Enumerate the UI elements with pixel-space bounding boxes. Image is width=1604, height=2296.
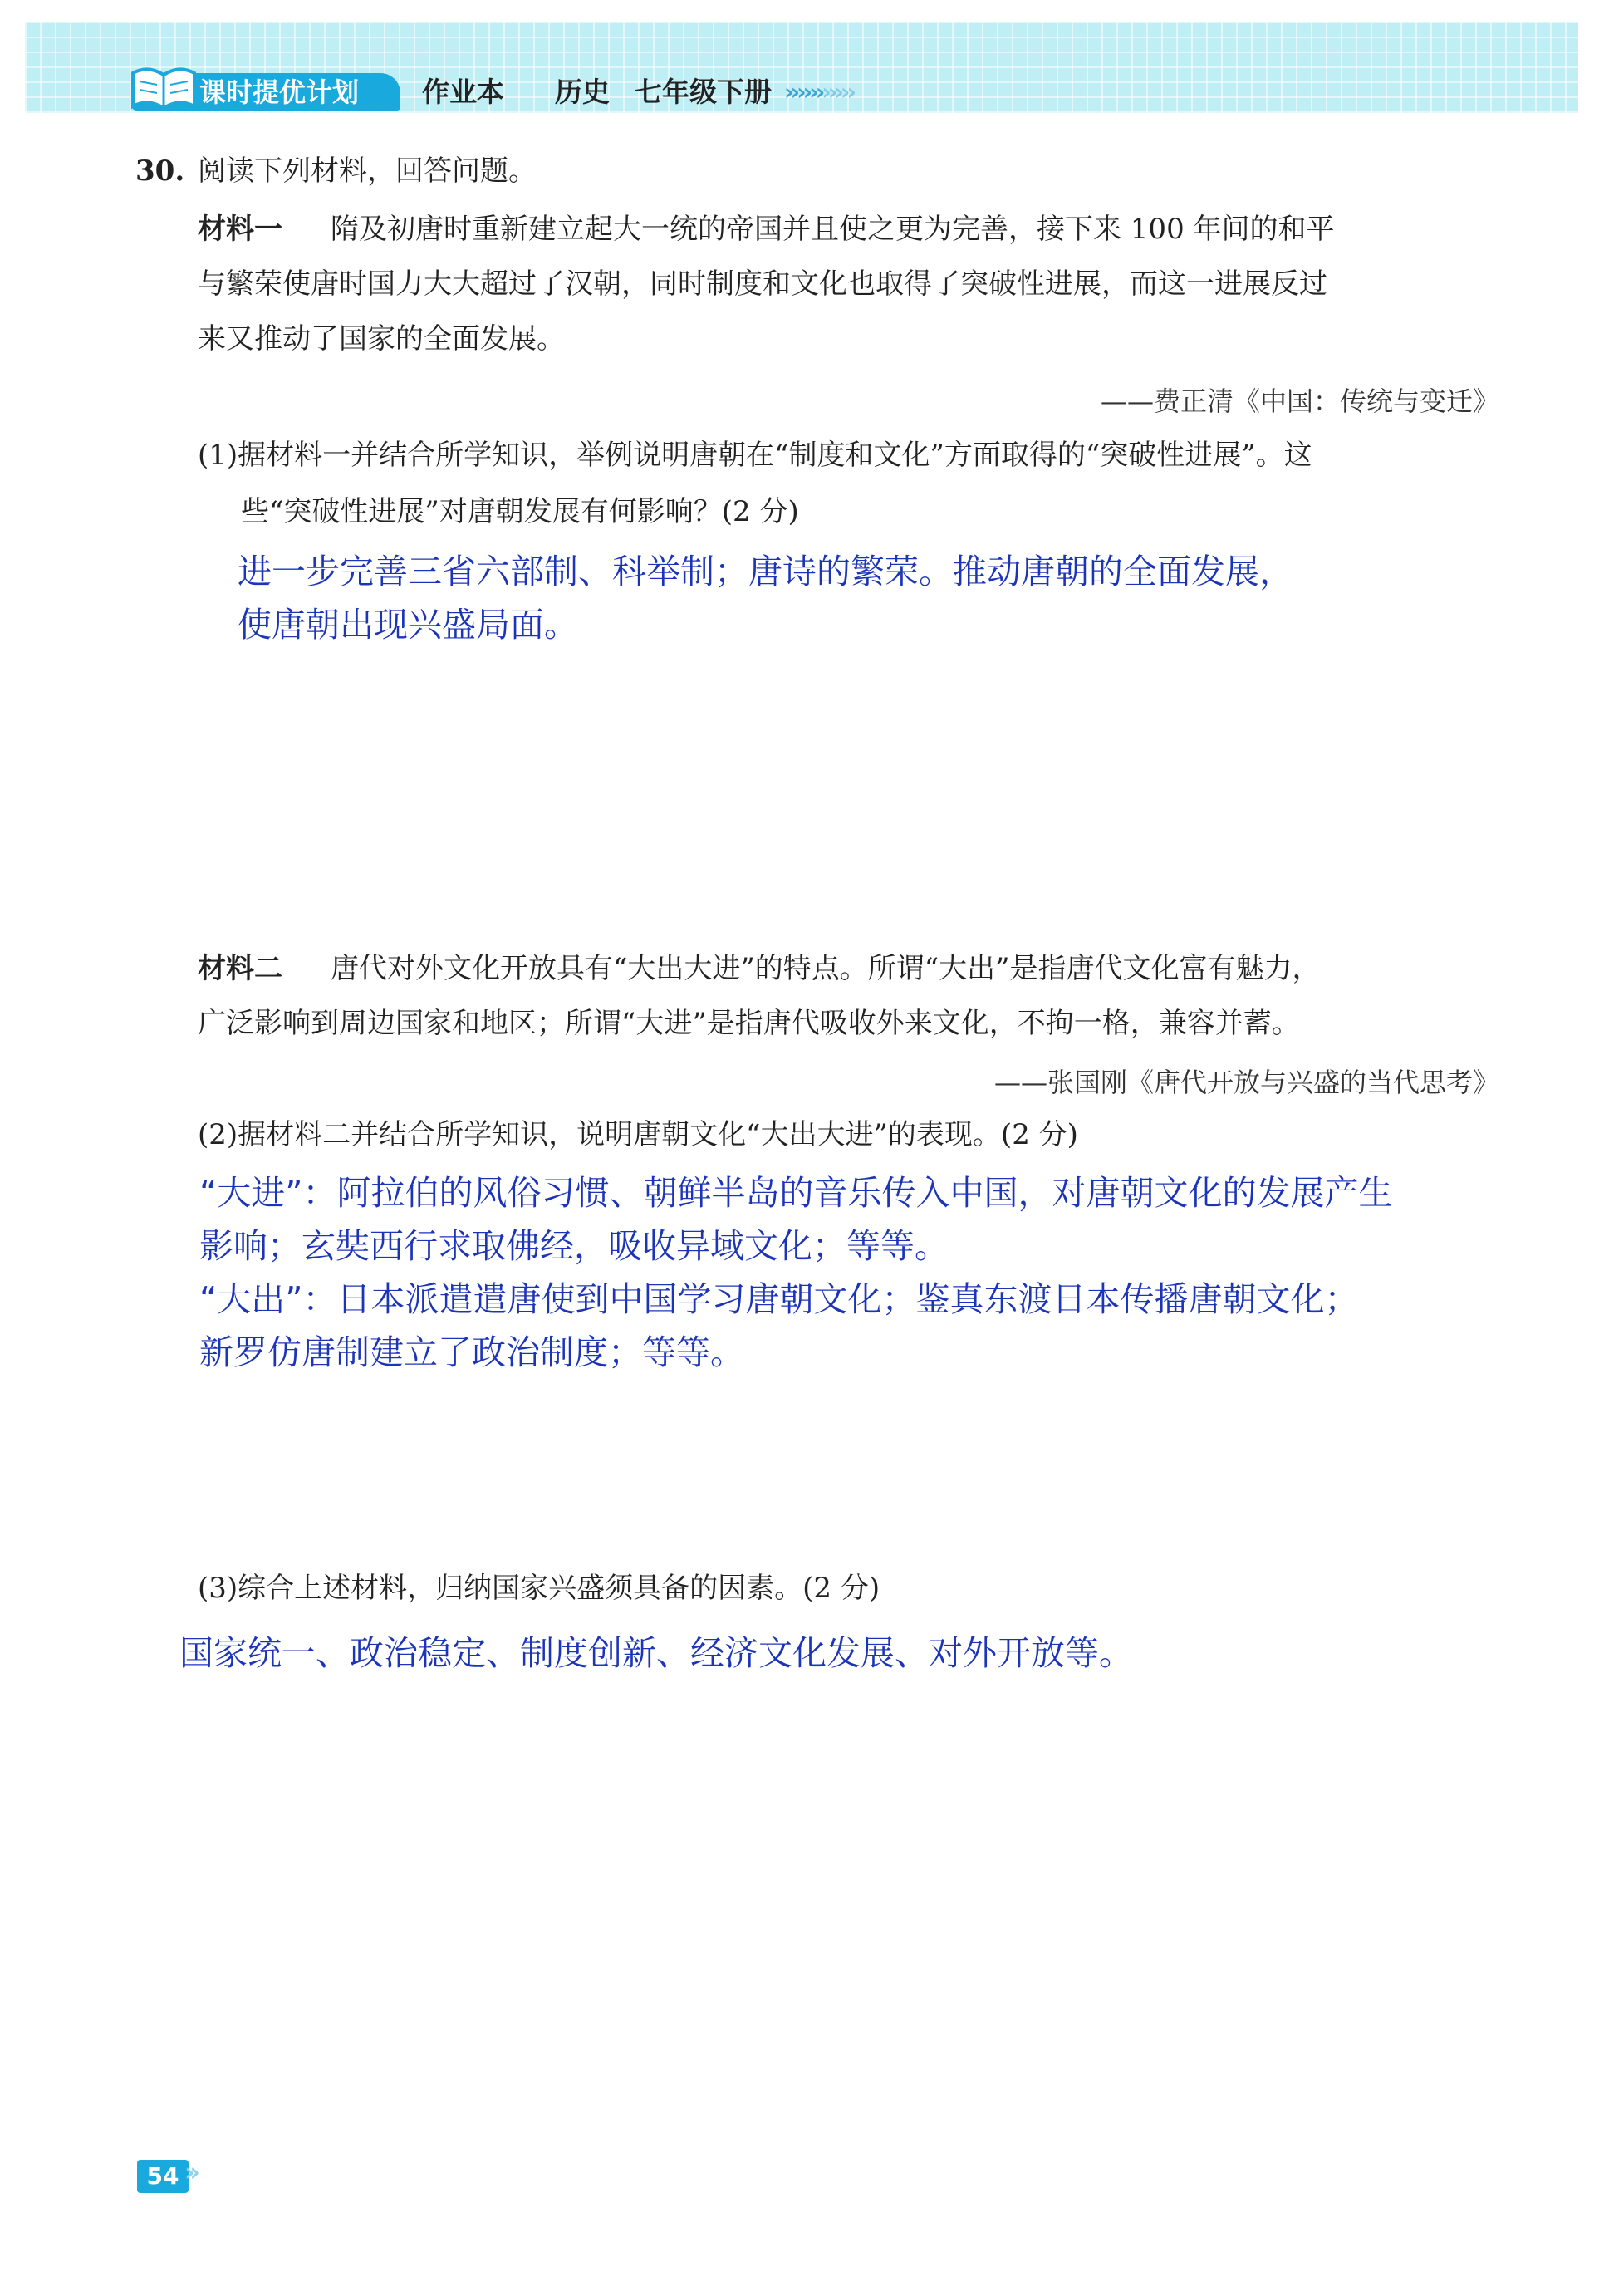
sub-question-2: (2)据材料二并结合所学知识，说明唐朝文化“大出大进”的表现。(2 分) bbox=[198, 1118, 1078, 1151]
page-arrows-icon: ›› bbox=[184, 2158, 195, 2187]
material-2-label: 材料二 bbox=[198, 952, 282, 985]
material-1-source: ——费正清《中国：传统与变迁》 bbox=[1100, 385, 1499, 417]
header-subject: 历史 bbox=[555, 76, 610, 108]
header-arrows-icon: ››››››››››› bbox=[784, 78, 853, 105]
page-number: 54 bbox=[137, 2160, 189, 2193]
header-series: 作业本 bbox=[422, 76, 504, 108]
material-1-label: 材料一 bbox=[198, 213, 282, 246]
answer-1: 使唐朝出现兴盛局面。 bbox=[238, 605, 578, 645]
answer-1: 进一步完善三省六部制、科举制；唐诗的繁荣。推动唐朝的全面发展， bbox=[238, 552, 1293, 591]
sub-question-1: 些“突破性进展”对唐朝发展有何影响？(2 分) bbox=[241, 495, 799, 528]
answer-2: “大进”：阿拉伯的风俗习惯、朝鲜半岛的音乐传入中国，对唐朝文化的发展产生 bbox=[199, 1173, 1393, 1213]
answer-2: 新罗仿唐制建立了政治制度；等等。 bbox=[199, 1332, 744, 1372]
question-number: 30. bbox=[135, 155, 185, 188]
material-2-source: ——张国刚《唐代开放与兴盛的当代思考》 bbox=[993, 1067, 1499, 1098]
material-1-line: 与繁荣使唐时国力大大超过了汉朝，同时制度和文化也取得了突破性进展，而这一进展反过 bbox=[198, 267, 1327, 301]
material-1-line: 隋及初唐时重新建立起大一统的帝国并且使之更为完善，接下来 100 年间的和平 bbox=[331, 213, 1335, 246]
answer-2: “大出”：日本派遣遣唐使到中国学习唐朝文化；鉴真东渡日本传播唐朝文化； bbox=[199, 1279, 1359, 1319]
material-1-line: 来又推动了国家的全面发展。 bbox=[198, 322, 565, 356]
answer-3: 国家统一、政治稳定、制度创新、经济文化发展、对外开放等。 bbox=[179, 1633, 1133, 1673]
question-prompt: 阅读下列材料，回答问题。 bbox=[198, 155, 537, 188]
brand-title: 课时提优计划 bbox=[199, 76, 360, 108]
material-2-line: 广泛影响到周边国家和地区；所谓“大进”是指唐代吸收外来文化，不拘一格，兼容并蓄。 bbox=[198, 1007, 1300, 1040]
header-grade: 七年级下册 bbox=[635, 76, 772, 108]
material-2-line: 唐代对外文化开放具有“大出大进”的特点。所谓“大出”是指唐代文化富有魅力， bbox=[331, 952, 1321, 985]
open-book-icon bbox=[130, 61, 198, 113]
sub-question-3: (3)综合上述材料，归纳国家兴盛须具备的因素。(2 分) bbox=[198, 1572, 880, 1605]
answer-2: 影响；玄奘西行求取佛经，吸收异域文化；等等。 bbox=[199, 1226, 949, 1266]
sub-question-1: (1)据材料一并结合所学知识，举例说明唐朝在“制度和文化”方面取得的“突破性进展”。这 bbox=[198, 439, 1312, 472]
